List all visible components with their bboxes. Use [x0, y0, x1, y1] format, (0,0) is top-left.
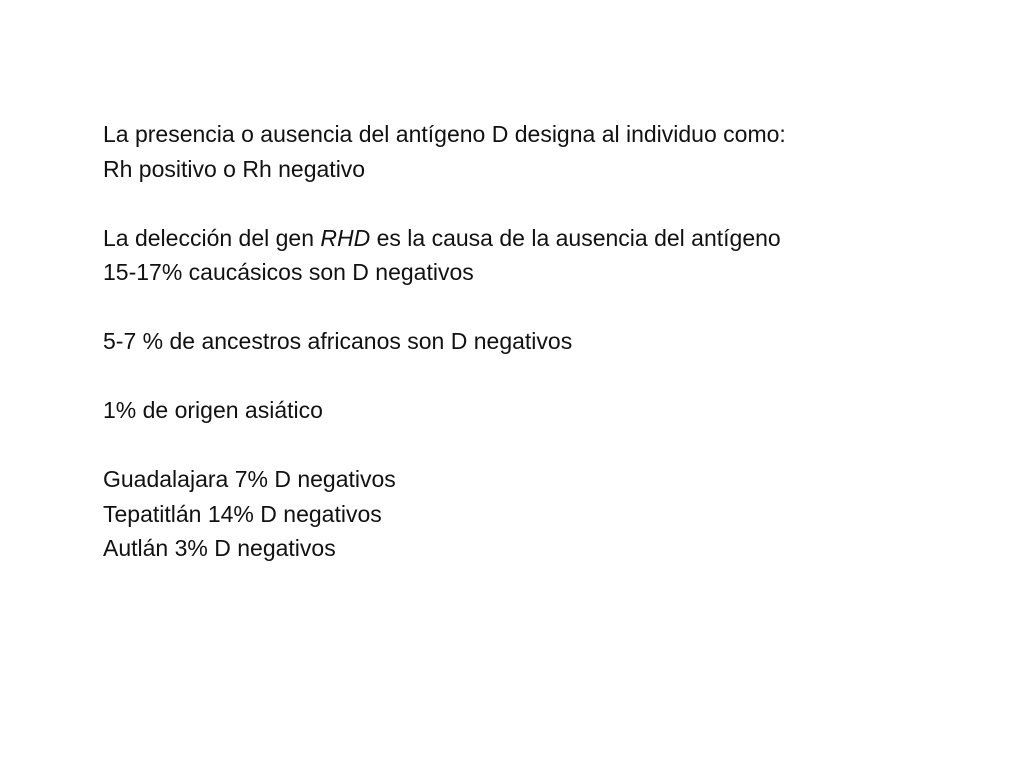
slide-body-text [103, 117, 983, 566]
asian-stat-line: 1% de origen asiático [103, 397, 323, 423]
spacer [103, 290, 983, 325]
rh-types-line: Rh positivo o Rh negativo [103, 155, 366, 182]
rhd-deletion-text-start: La delección del gen [103, 224, 321, 251]
spacer [103, 359, 983, 394]
rh-definition-line: La presencia o ausencia del antígeno D designa al individuo como: [103, 121, 786, 147]
african-stat-line: 5-7 % de ancestros africanos son D negativos [103, 328, 573, 354]
guadalajara-stat-line: Guadalajara 7% D negativos [103, 466, 396, 492]
tepatitlan-stat-line: Tepatitlán 14% D negativos [103, 500, 382, 527]
spacer [103, 186, 983, 221]
rhd-deletion-line [103, 221, 983, 256]
rhd-deletion-text-end: es la causa de la ausencia del antígeno [370, 224, 781, 251]
autlan-stat-line: Autlán 3% D negativos [103, 535, 336, 561]
spacer [103, 428, 983, 463]
rhd-gene-name: RHD [320, 224, 371, 251]
caucasian-stat-line: 15-17% caucásicos son D negativos [103, 259, 474, 285]
